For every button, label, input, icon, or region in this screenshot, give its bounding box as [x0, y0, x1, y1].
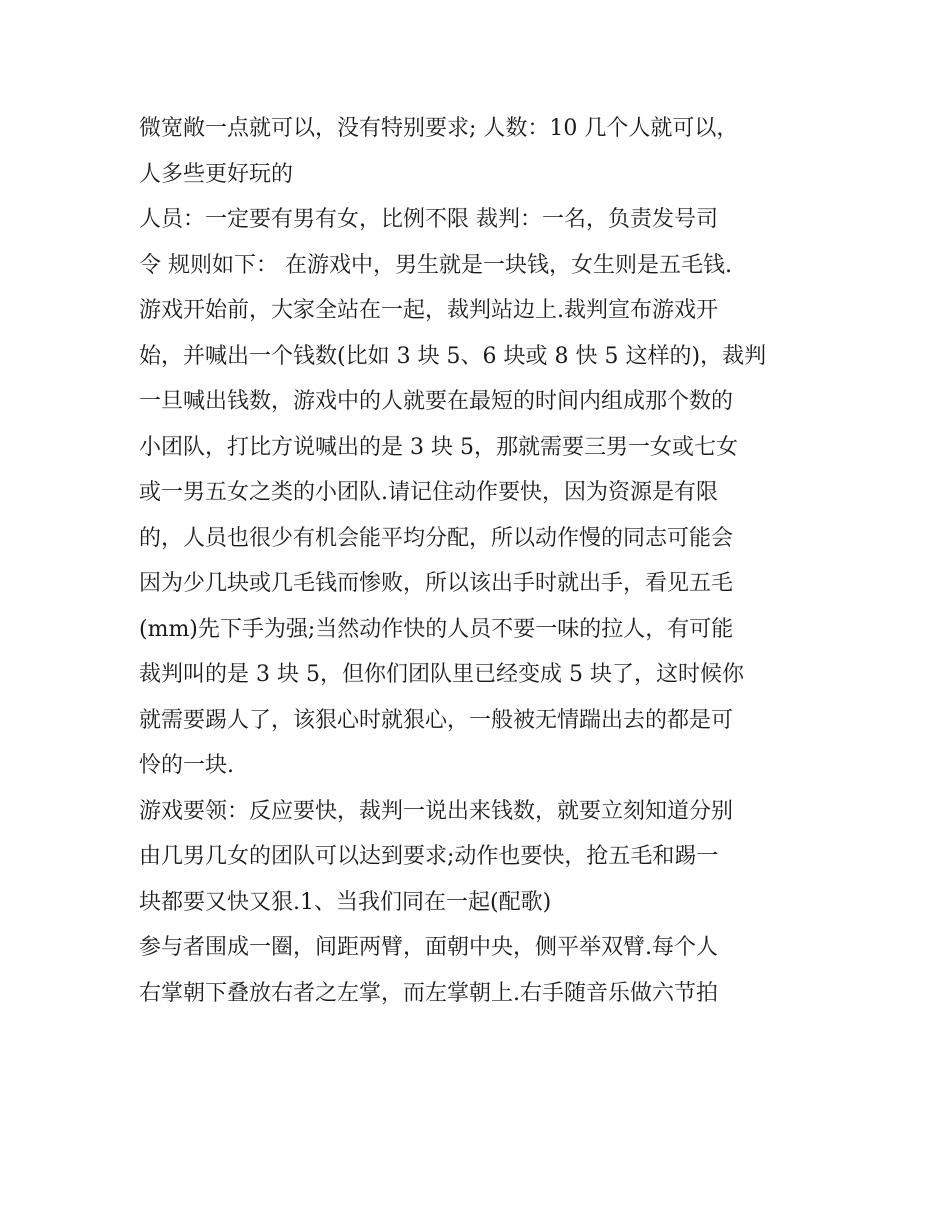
text-line: 小团队，打比方说喊出的是 3 块 5，那就需要三男一女或七女	[139, 434, 738, 460]
text-line: 微宽敞一点就可以，没有特别要求; 人数：10 几个人就可以，	[139, 116, 739, 141]
text-line: 由几男几女的团队可以达到要求;动作也要快，抢五毛和踢一	[139, 844, 719, 869]
text-line: 始，并喊出一个钱数(比如 3 块 5、6 块或 8 快 5 这样的)，裁判	[139, 343, 767, 369]
text-line: 人员：一定要有男有女，比例不限 裁判：一名，负责发号司	[139, 207, 718, 232]
text-line: 或一男五女之类的小团队.请记住动作要快，因为资源是有限	[139, 480, 718, 505]
text-line: 怜的一块.	[139, 753, 234, 778]
text-line: 的，人员也很少有机会能平均分配，所以动作慢的同志可能会	[139, 525, 734, 551]
text-line: 裁判叫的是 3 块 5，但你们团队里已经变成 5 块了，这时候你	[139, 662, 744, 687]
text-line: 块都要又快又狠.1、当我们同在一起(配歌)	[139, 889, 552, 915]
text-line: 令 规则如下： 在游戏中，男生就是一块钱，女生则是五毛钱.	[139, 252, 732, 278]
body-text	[139, 106, 829, 1016]
text-line: 游戏要领：反应要快，裁判一说出来钱数，就要立刻知道分别	[139, 798, 734, 824]
text-line: 因为少几块或几毛钱而惨败，所以该出手时就出手，看见五毛	[139, 571, 734, 596]
text-line: (mm)先下手为强;当然动作快的人员不要一味的拉人，有可能	[139, 616, 734, 642]
text-line: 参与者围成一圈，间距两臂，面朝中央，侧平举双臂.每个人	[139, 935, 718, 960]
text-line: 一旦喊出钱数，游戏中的人就要在最短的时间内组成那个数的	[139, 389, 734, 414]
text-line: 右掌朝下叠放右者之左掌，而左掌朝上.右手随音乐做六节拍	[139, 980, 718, 1006]
text-line: 游戏开始前，大家全站在一起，裁判站边上.裁判宣布游戏开	[139, 298, 718, 323]
text-line: 就需要踢人了，该狠心时就狠心，一般被无情踹出去的都是可	[139, 707, 734, 733]
text-line: 人多些更好玩的	[139, 161, 294, 187]
